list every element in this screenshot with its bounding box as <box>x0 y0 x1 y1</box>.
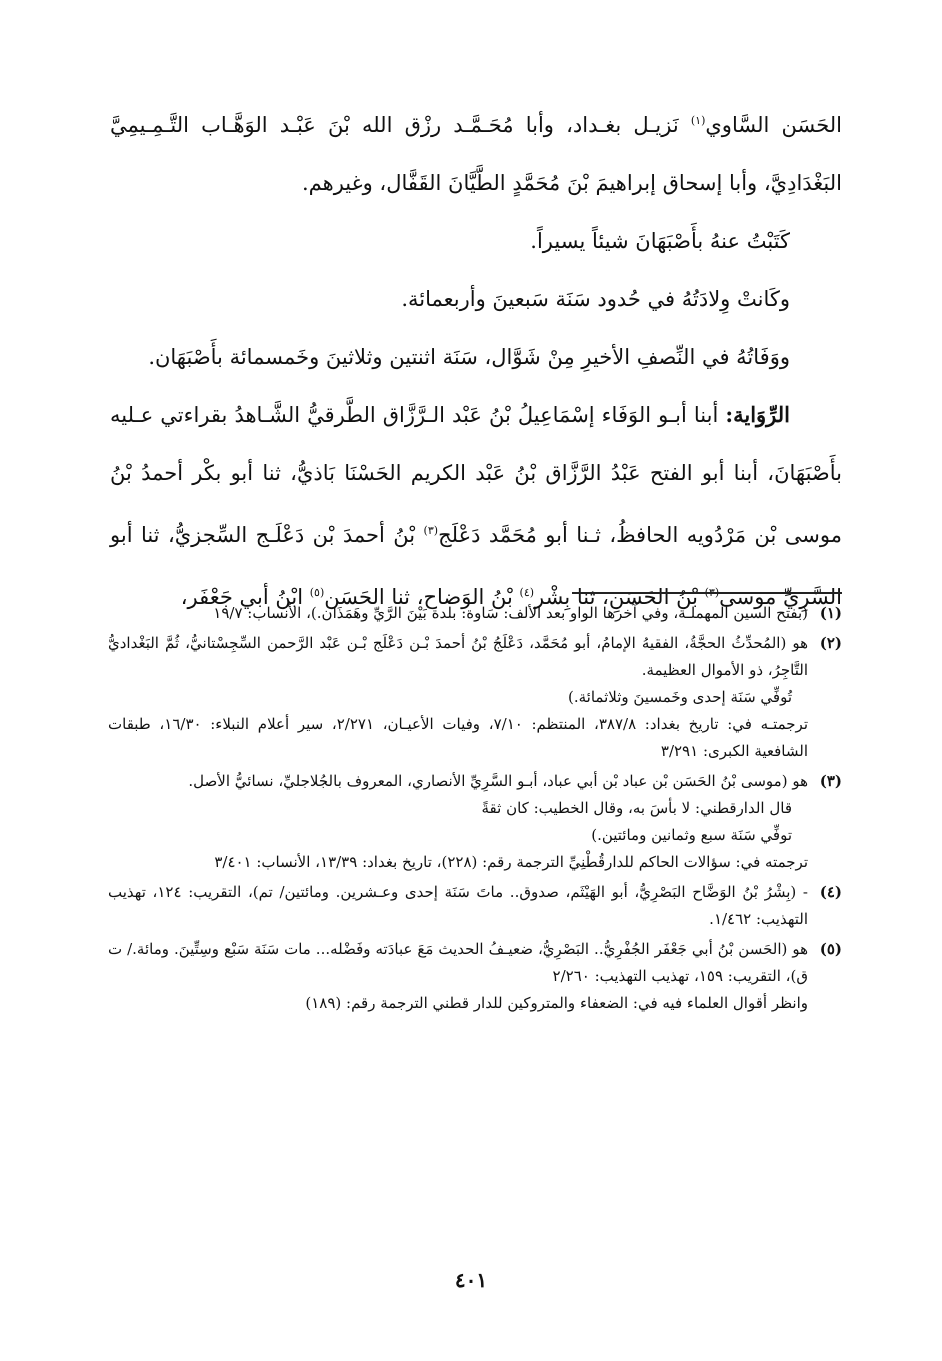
footnote-divider <box>572 592 842 594</box>
footnote-text: - (بِشْرُ بْنُ الوَضَّاح البَصْرِيُّ، أبو الهَيْثَم، صدوق.. ماتَ سَنَة إحدى وعـشرين. ومائتين/ تم)، التقريب: ١٢٤، تهذيب التهذيب: ١/٤٦٢. <box>108 883 808 928</box>
footnote-number: (٣) <box>819 772 842 790</box>
text-segment: الحَسَن السَّاوي <box>705 113 842 137</box>
footnote-4 <box>108 879 842 933</box>
footnote-ref-4[interactable]: (٤) <box>519 586 535 599</box>
footnote-text: وانظر أقوال العلماء فيه في: الضعفاء والمتروكين للدار قطني الترجمة رقم: (١٨٩) <box>305 994 808 1012</box>
main-text <box>110 92 842 626</box>
footnote-number: (٢) <box>819 634 842 652</box>
footnote-number: (٤) <box>819 883 842 901</box>
footnote-5 <box>108 936 842 1017</box>
footnote-ref-3b[interactable]: (٣) <box>704 586 720 599</box>
footnotes <box>108 600 842 1020</box>
paragraph-riwaya <box>110 386 842 626</box>
footnote-number: (٥) <box>819 940 842 958</box>
footnote-text: هو (موسى بْنُ الحَسَن بْن عباد بْن أبي عباد، أبـو السَّرِيِّ الأنصاري، المعروف بالجُلاجليِّ، نسائيُّ الأصل. <box>188 772 808 790</box>
paragraph-4: ووَفَاتُهُ في النِّصفِ الأخيرِ مِنْ شَوَّال، سَنَة اثنتين وثلاثينَ وخَمسمائة بأَصْبَهَان. <box>148 345 790 369</box>
paragraph-3: وكَانتْ وِلادَتُهُ في حُدود سَنَة سَبعينَ وأربعمائة. <box>401 287 790 311</box>
footnote-text: ترجمتـه في: تاريخ بغداد: ٣٨٧/٨، المنتظم: ٧/١٠، وفيات الأعيـان، ٢/٢٧١، سير أعلام النبلاء: ١٦/٣٠، طبقات الشافعية الكبرى: ٣/٢٩١ <box>108 715 808 760</box>
footnote-2 <box>108 630 842 765</box>
text-segment: أبنا أبـو الوَفَاء إسْمَاعِيلُ بْنُ عَبْد الـرَّزَّاق الطَّرقيُّ الشَّـاهدُ بقراءتي عـليه بأَصْبَهَانَ، أبنا أبو الفتح عَبْدُ الرَّزَّاق بْنُ عَبْد الكريم الحَسْنَا بَاذيُّ، ثنا أبو بكْر أحمدُ بْنُ موسى بْن مَرْدُويه الحافظُ، ثـنا أبو مُحَمَّد دَعْلَج <box>110 403 842 547</box>
footnote-number: (١) <box>819 604 842 622</box>
footnote-text: توفِّي سَنَة سبع وثمانين ومائتين.) <box>591 826 792 844</box>
text-segment: نَزيـل بغـداد، وأبا مُحَـمَّـد رزْق الله بْنَ عَبْـد الوَهَّـاب التَّـمِـيمِيَّ البَغْدَادِيَّ، وأبا إسحاق إبراهيمَ بْنَ مُحَمَّدٍ الطَّيَّانَ القَفَّال، وغيرهم. <box>110 113 842 195</box>
footnote-ref-3[interactable]: (٣) <box>423 524 439 537</box>
footnote-3 <box>108 768 842 876</box>
riwaya-label: الرِّوَاية: <box>725 402 790 427</box>
footnote-text: قال الدارقطني: لا بأسَ به، وقال الخطيب: كان ثقةً <box>481 799 792 817</box>
page-number: ٤٠١ <box>454 1268 488 1292</box>
footnote-text: (بفتح السين المهملـة، وفي آخرها الواو بعد الألف: سَاوة: بلدة بَيْنَ الرَّيِّ وهَمَذَان.)، الأنساب: ١٩/٧ <box>213 604 808 622</box>
text-segment: ابْنُ أبي جَعْفَر، <box>180 585 310 609</box>
footnote-1 <box>108 600 842 627</box>
footnote-text: تُوفِّي سَنَة إحدى وخَمسينَ وثلاثمائة.) <box>568 688 792 706</box>
text-segment: بْنُ الوَضاح، ثنا الحَسَن <box>324 585 520 609</box>
paragraph-1 <box>110 92 842 212</box>
paragraph-2: كَتَبْتُ عنهُ بأَصْبَهَانَ شيئاً يسيراً. <box>530 229 790 253</box>
footnote-text: هو (المُحدِّثُ الحجَّةُ، الفقيهُ الإمامُ، أبو مُحَمَّد، دَعْلَجُ بْنُ أحمدَ بْـن دَعْلَج بْـن عَبْد الرَّحمن السِّجِسْتانيُّ، ثُمَّ البَغْداديُّ التَّاجِرُ، ذو الأموال العظيمة. <box>108 634 808 679</box>
text-segment: بْنُ الحَسَنِ، ثنا بِشْر <box>534 585 705 609</box>
footnote-text: ترجمته في: سؤالات الحاكم للدارقُطْنِيِّ الترجمة رقم: (٢٢٨)، تاريخ بغداد: ١٣/٣٩، الأنساب: ٣/٤٠١ <box>214 853 808 871</box>
footnote-ref-1[interactable]: (١) <box>690 114 706 127</box>
text-segment: بْنُ أحمدَ بْن دَعْلَـج السِّجزيُّ، ثنا أبو السَّرِيِّ موسى <box>110 523 842 609</box>
footnote-text: هو (الحَسن بْنُ أبي جَعْفَر الجُفْرِيُّ.. البَصْرِيُّ، ضعيـفُ الحديث مَعَ عبادَته وفَضْله... مات سَنَة سَبْع وسِتِّينَ. ومائة./ ت ق)، التقريب: ١٥٩، تهذيب التهذيب: ٢/٢٦٠ <box>108 940 808 985</box>
footnote-ref-5[interactable]: (٥) <box>309 586 325 599</box>
